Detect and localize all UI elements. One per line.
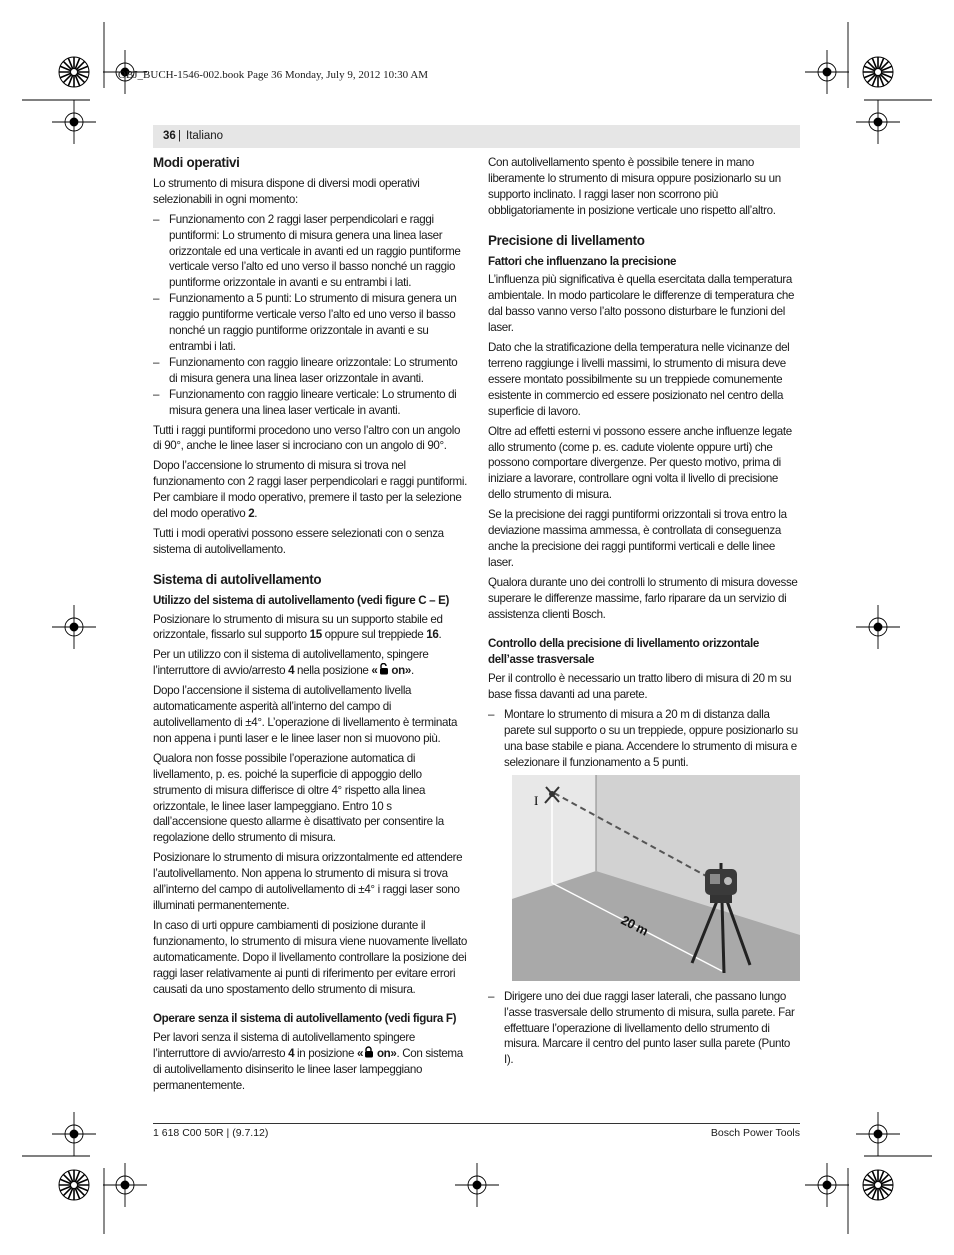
paragraph: Per lavori senza il sistema di autolivellamento spingere l’interruttore di avvio/arresto 4 in posizione « on». Con sistema di autolivellamento disinserito le linee laser lampeggiano permanentemente. [153,1031,463,1093]
point-label: I [534,792,538,808]
starburst-icon [59,57,89,87]
footer-code: 1 618 C00 50R | (9.7.12) [153,1127,269,1139]
page-number: 36 [163,130,176,142]
starburst-icon [863,1170,893,1200]
crosshair-icon [455,1163,499,1207]
crosshair-icon [103,1163,147,1207]
paragraph: In caso di urti oppure cambiamenti di posizione durante il funzionamento, lo strumento di misura viene nuovamente livellato automaticamente. Dopo il livellamento controllare la posizione dei raggi laser relativamente ai punti di riferimento per evitare errori causati da uno spostamento dello strumento di misura. [153,918,468,996]
file-slug: OBJ_BUCH-1546-002.book Page 36 Monday, July 9, 2012 10:30 AM [118,69,429,81]
subheading-utilizzo: Utilizzo del sistema di autolivellamento (vedi figure C – E) [153,593,449,607]
crosshair-icon [856,605,900,649]
crosshair-icon [52,100,96,144]
list-item: – Funzionamento con raggio lineare verticale: Lo strumento di misura genera una linea laser verticale in avanti. [153,387,468,419]
paragraph: Posizionare lo strumento di misura su un supporto stabile ed orizzontale, fissarlo sul supporto 15 oppure sul treppiede 16. [153,612,443,642]
paragraph: Qualora durante uno dei controlli lo strumento di misura dovesse superare le differenze massime, farlo riparare da un servizio di assistenza clienti Bosch. [488,575,798,621]
paragraph: Lo strumento di misura dispone di diversi modi operativi selezionabili in ogni momento: [153,176,420,206]
left-column [153,155,468,1098]
page-header [153,125,800,148]
paragraph: Qualora non fosse possibile l’operazione automatica di livellamento, p. es. poiché la superficie di appoggio dello strumento di misura differisce di oltre 4° rispetto alla linea orizzontale, le linee laser lampeggiano. Entro 10 s dall’accensione questo allarme è disattivato per consentire la regolazione dello strumento di misura. [153,751,444,845]
list-item: – Dirigere uno dei due raggi laser laterali, che passano lungo l’asse trasversale dello strumento di misura, sulla parete. Far effettuare l’operazione di livellamento dello strumento di misura. Marcare il centro del punto laser sulla parete (Punto I). [488,989,801,1069]
subheading-controllo: Controllo della precisione di livellamento orizzontale dell’asse trasversale [488,637,759,667]
paragraph: Posizionare lo strumento di misura orizzontalmente ed attendere l’autolivellamento. Non appena lo strumento di misura si trova all’interno del campo di autolivellamento di ±4° i raggi laser sono illuminati permanentemente. [153,851,463,912]
crosshair-icon [856,100,900,144]
header-separator: | [178,130,181,142]
footer-rule [153,1123,800,1124]
paragraph: L’influenza più significativa è quella esercitata dalla temperatura ambientale. In modo particolare le differenze di temperatura che dal basso vanno verso l’alto possono disturbare le funzioni del laser. [488,273,795,335]
paragraph: Tutti i modi operativi possono essere selezionati con o senza sistema di autolivellamento. [153,526,444,556]
steps-list [488,989,801,1069]
paragraph: Per un utilizzo con il sistema di autolivellamento, spingere l’interruttore di avvio/arresto 4 nella posizione « on». [153,648,429,678]
crosshair-icon [805,50,849,94]
subheading-fattori: Fattori che influenzano la precisione [488,254,677,268]
lock-closed-icon [363,1046,374,1058]
paragraph: Se la precisione dei raggi puntiformi orizzontali si trova entro la deviazione massima ammessa, è controllata di conseguenza anche la precisione dei raggi puntiformi verticali e delle linee laser. [488,508,787,569]
heading-modi-operativi: Modi operativi [153,155,240,170]
list-item: – Funzionamento con 2 raggi laser perpendicolari e raggi puntiformi: Lo strumento di misura genera una linea laser orizzontale ed una verticale in avanti ed un raggio puntiforme verticale verso l’alto ed uno verso il basso nonché un raggio puntiforme orizzontale in avanti e su entrambi i lati. [153,212,468,292]
paragraph: Dopo l’accensione il sistema di autolivellamento livella automaticamente asperità all’interno del campo di autolivellamento di ±4°. L’operazione di livellamento è terminata non appena i punti laser e le linee laser non si muovono più. [153,684,458,745]
crosshair-icon [805,1163,849,1207]
distance-label: 20 m [618,912,651,939]
lock-open-icon [378,663,389,675]
paragraph: Tutti i raggi puntiformi procedono uno verso l’altro con un angolo di 90°, anche le linee laser si incrociano con un angolo di 90°. [153,423,461,453]
modes-list [153,212,468,419]
paragraph: Dopo l’accensione lo strumento di misura si trova nel funzionamento con 2 raggi laser perpendicolari e raggi puntiformi. Per cambiare il modo operativo, premere il tasto per la selezione del modo operativo 2. [153,459,467,521]
footer-brand: Bosch Power Tools [710,1127,800,1139]
crosshair-icon [856,1112,900,1156]
starburst-icon [863,57,893,87]
crosshair-icon [52,605,96,649]
starburst-icon [59,1170,89,1200]
list-item: – Funzionamento a 5 punti: Lo strumento di misura genera un raggio puntiforme verticale verso l’alto ed uno verso il basso nonché un raggio puntiforme orizzontale in avanti e su entrambi i lati. [153,291,468,355]
list-item: – Montare lo strumento di misura a 20 m di distanza dalla parete sul supporto o su un treppiede, oppure posizionarlo su una base stabile e piana. Accendere lo strumento di misura e selezionare il funzionamento a 5 punti. [488,707,801,771]
subheading-operare-senza: Operare senza il sistema di autolivellamento (vedi figura F) [153,1012,457,1026]
right-column [488,155,801,1072]
heading-precisione: Precisione di livellamento [488,232,645,248]
steps-list [488,707,801,771]
paragraph: Con autolivellamento spento è possibile tenere in mano liberamente lo strumento di misura oppure posizionarlo su un supporto inclinato. I raggi laser non scorrono più obbligatoriamente in posizione verticale uno rispetto all’altro. [488,156,781,217]
paragraph: Dato che la stratificazione della temperatura nelle vicinanze del terreno raggiunge i livelli massimi, lo strumento di misura deve essere montato possibilmente su un treppiede comunemente esistente in commercio ed essere posizionato nel centro della superficie di lavoro. [488,341,790,418]
paragraph: Oltre ad effetti esterni vi possono essere anche influenze legate allo strumento (come p. es. cadute violente oppure urti) che possono comportare divergenze. Per questo motivo, prima di iniziare a lavorare, controllare ogni volta il livello di precisione dello strumento di misura. [488,424,792,502]
list-item: – Funzionamento con raggio lineare orizzontale: Lo strumento di misura genera una linea laser orizzontale in avanti. [153,355,468,387]
paragraph: Per il controllo è necessario un tratto libero di misura di 20 m su base fissa davanti ad una parete. [488,672,792,702]
figure-laser-setup [512,775,800,981]
header-language: Italiano [186,130,224,142]
heading-sistema-autolivellamento: Sistema di autolivellamento [153,571,322,587]
crosshair-icon [52,1112,96,1156]
